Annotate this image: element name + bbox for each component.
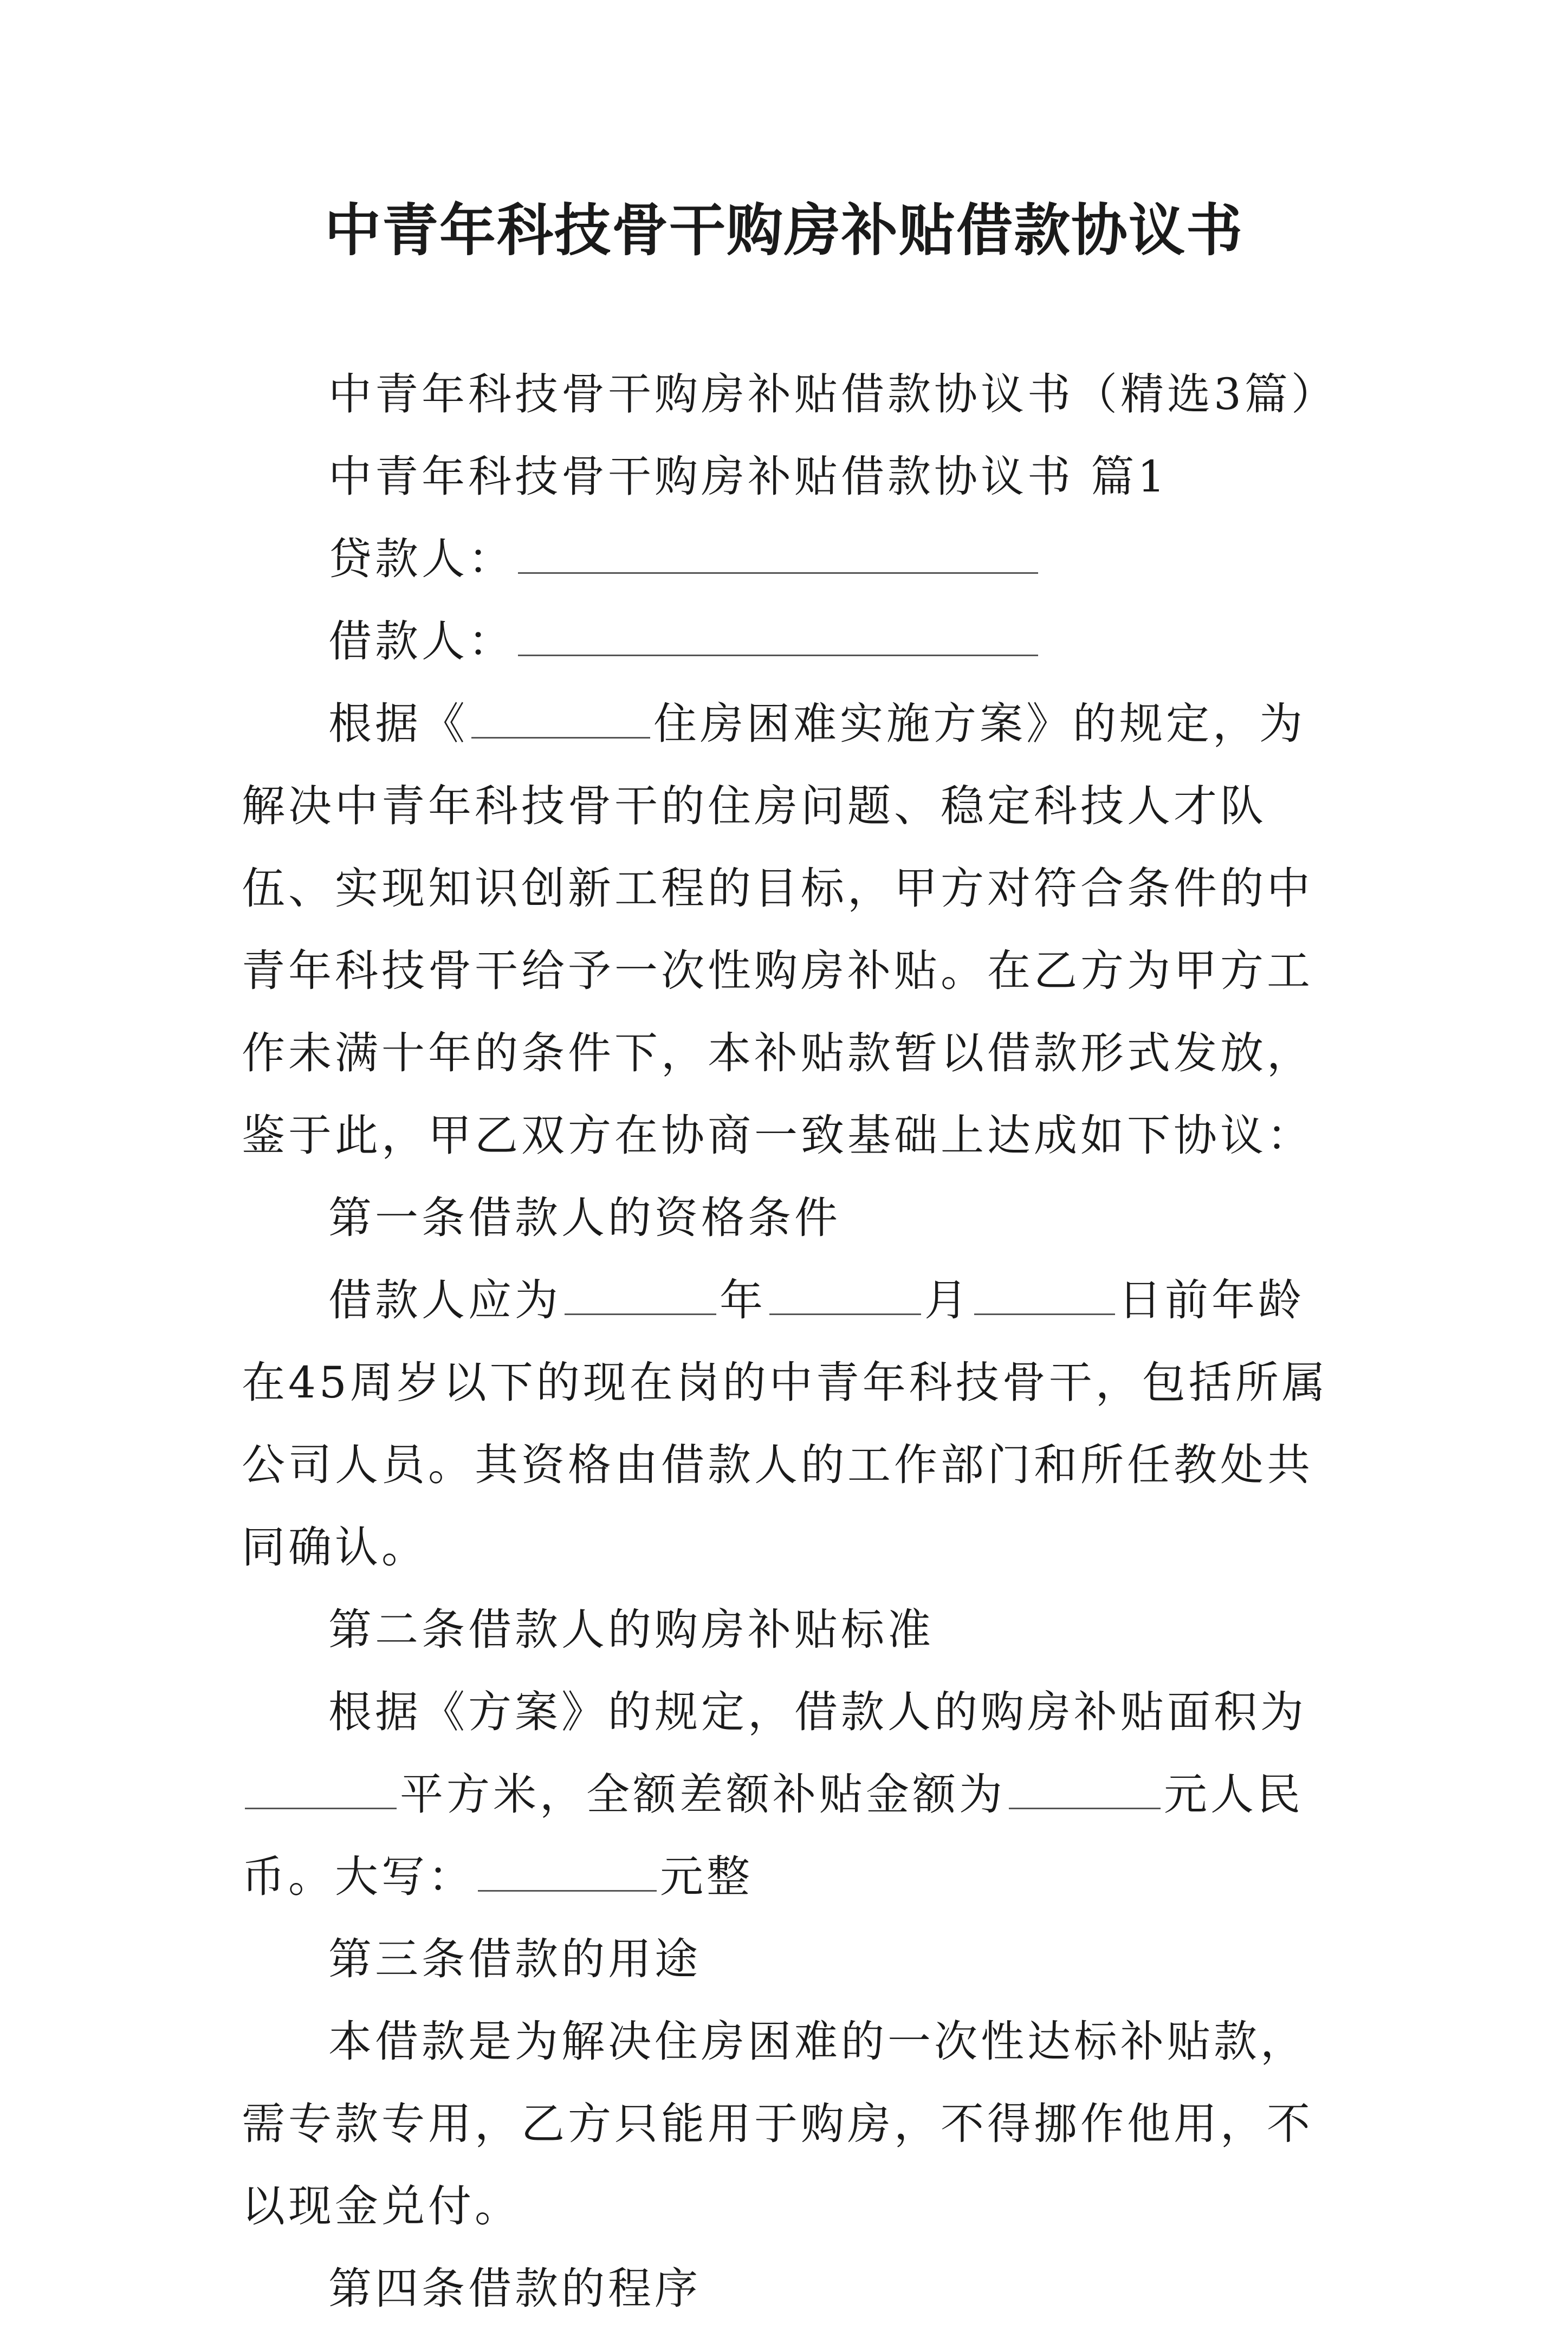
art2-text-d: 元整 bbox=[660, 1852, 753, 1902]
borrower-line bbox=[242, 600, 1347, 683]
lender-line bbox=[242, 518, 1347, 600]
article-2-body bbox=[242, 1671, 1347, 1918]
month-blank bbox=[769, 1270, 921, 1315]
borrower-label: 借款人： bbox=[328, 616, 515, 666]
plan-name-blank bbox=[471, 694, 650, 739]
document-title: 中青年科技骨干购房补贴借款协议书 bbox=[324, 197, 1243, 263]
art1-text-d: 日前年龄在45周岁以下的现在岗的中青年科技骨干，包括所属公司人员。其资格由借款人的工作部门和所任教处共同确认。 bbox=[242, 1275, 1329, 1572]
article-1-title: 第一条借款人的资格条件 bbox=[328, 1193, 841, 1243]
intro-text-a: 根据《 bbox=[328, 698, 468, 749]
lender-label: 贷款人： bbox=[328, 534, 515, 584]
article-4-title: 第四条借款的程序 bbox=[328, 2263, 701, 2314]
art2-text-a: 根据《方案》的规定，借款人的购房补贴面积为 bbox=[328, 1687, 1307, 1737]
article-2-title: 第二条借款人的购房补贴标准 bbox=[328, 1604, 934, 1655]
amount-blank bbox=[1009, 1764, 1161, 1809]
part-heading: 中青年科技骨干购房补贴借款协议书 篇1 bbox=[328, 451, 1169, 502]
art2-text-b: 平方米，全额差额补贴金额为 bbox=[400, 1769, 1006, 1820]
art1-text-c: 月 bbox=[924, 1275, 971, 1325]
article-1-body bbox=[242, 1259, 1347, 1589]
article-3-title: 第三条借款的用途 bbox=[328, 1934, 701, 1984]
area-blank bbox=[245, 1764, 397, 1809]
document-body bbox=[242, 353, 1347, 2330]
art2-text-c: 元人民币。大写： bbox=[242, 1769, 1304, 1902]
art1-text-a: 借款人应为 bbox=[328, 1275, 561, 1325]
amount-words-blank bbox=[478, 1847, 657, 1892]
borrower-blank bbox=[518, 611, 1038, 656]
intro-paragraph bbox=[242, 683, 1347, 1177]
year-blank bbox=[565, 1270, 716, 1315]
subtitle: 中青年科技骨干购房补贴借款协议书（精选3篇） bbox=[328, 369, 1338, 419]
article-3-body: 本借款是为解决住房困难的一次性达标补贴款，需专款专用，乙方只能用于购房，不得挪作他用，不以现金兑付。 bbox=[242, 2016, 1313, 2231]
art1-text-b: 年 bbox=[720, 1275, 766, 1325]
lender-blank bbox=[518, 529, 1038, 574]
day-blank bbox=[974, 1270, 1115, 1315]
intro-text-b: 住房困难实施方案》的规定，为解决中青年科技骨干的住房问题、稳定科技人才队伍、实现知识创新工程的目标，甲方对符合条件的中青年科技骨干给予一次性购房补贴。在乙方为甲方工作未满十年的条件下，本补贴款暂以借款形式发放，鉴于此，甲乙双方在协商一致基础上达成如下协议： bbox=[242, 698, 1313, 1161]
